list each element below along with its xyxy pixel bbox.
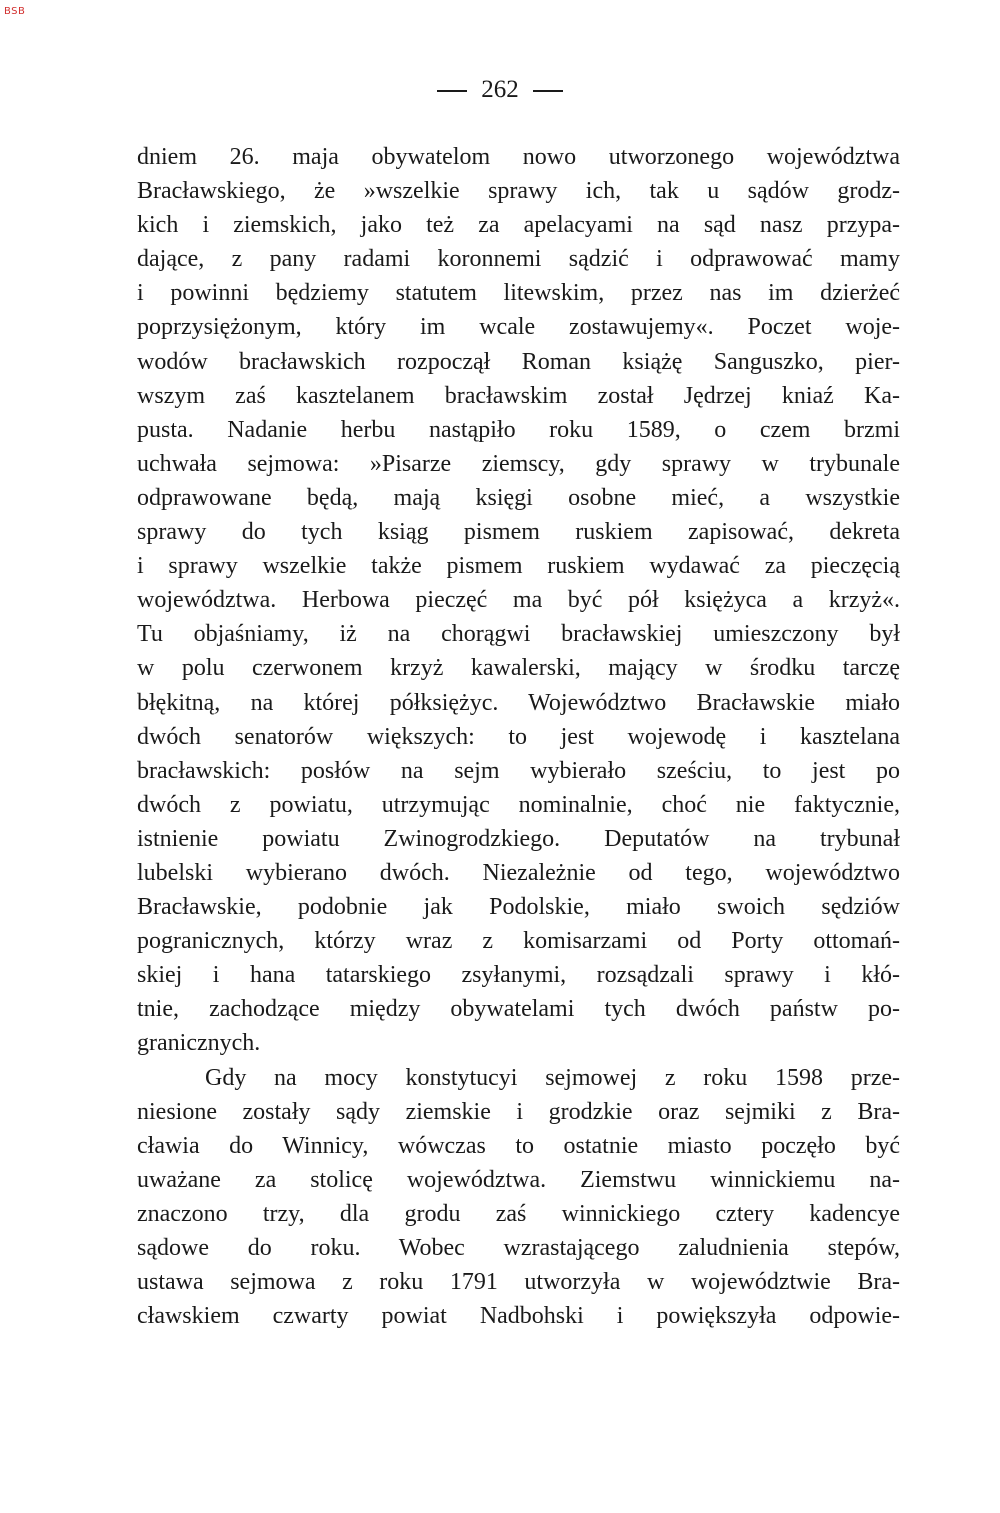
text-line: pogranicznych, którzy wraz z komisarzami od Porty ottomań- — [137, 928, 900, 955]
text-line: granicznych. — [137, 1030, 261, 1057]
text-line: uchwała sejmowa: »Pisarze ziemscy, gdy sprawy w trybunale — [137, 450, 900, 477]
library-stamp: BSB — [4, 6, 26, 17]
body-text — [137, 140, 900, 1333]
page-number: 262 — [481, 76, 519, 103]
text-line: pusta. Nadanie herbu nastąpiło roku 1589, o czem brzmi — [137, 416, 900, 443]
text-line: odprawowane będą, mają księgi osobne mieć, a wszystkie — [137, 484, 900, 511]
text-line: tnie, zachodzące między obywatelami tych dwóch państw po- — [137, 996, 900, 1023]
text-line: poprzysiężonym, który im wcale zostawujemy«. Poczet woje- — [137, 314, 900, 341]
text-line: sądowe do roku. Wobec wzrastającego zaludnienia stepów, — [137, 1235, 900, 1261]
text-line: województwa. Herbowa pieczęć ma być pół księżyca a krzyż«. — [137, 587, 900, 614]
page-header — [0, 76, 1000, 104]
header-dash-left — [437, 90, 467, 92]
text-line: i sprawy wszelkie także pismem ruskiem wydawać za pieczęcią — [137, 553, 900, 580]
text-line: i powinni będziemy statutem litewskim, przez nas im dzierżeć — [137, 280, 900, 307]
text-line: dające, z pany radami koronnemi sądzić i odprawować mamy — [137, 246, 900, 273]
text-line: dwóch z powiatu, utrzymując nominalnie, choć nie faktycznie, — [137, 791, 900, 818]
text-line: ustawa sejmowa z roku 1791 utworzyła w województwie Bra- — [137, 1269, 900, 1296]
text-line: dwóch senatorów większych: to jest wojewodę i kasztelana — [137, 723, 900, 750]
text-line: uważane za stolicę województwa. Ziemstwu winnickiemu na- — [137, 1166, 900, 1193]
text-line: sprawy do tych ksiąg pismem ruskiem zapisować, dekreta — [137, 519, 900, 546]
text-line: istnienie powiatu Zwinogrodzkiego. Deputatów na trybunał — [137, 825, 900, 852]
text-line: lubelski wybierano dwóch. Niezależnie od tego, województwo — [137, 859, 900, 886]
text-line: Bracławskie, podobnie jak Podolskie, miało swoich sędziów — [137, 894, 900, 921]
text-line: skiej i hana tatarskiego zsyłanymi, rozsądzali sprawy i kłó- — [137, 962, 900, 989]
text-line: cławskiem czwarty powiat Nadbohski i powiększyła odpowie- — [137, 1303, 900, 1330]
text-line: znaczono trzy, dla grodu zaś winnickiego cztery kadencye — [137, 1200, 900, 1227]
text-line: kich i ziemskich, jako też za apelacyami na sąd nasz przypa- — [137, 212, 900, 239]
text-line: wodów bracławskich rozpoczął Roman książę Sanguszko, pier- — [137, 348, 900, 375]
text-line: Bracławskiego, że »wszelkie sprawy ich, tak u sądów grodz- — [137, 178, 900, 205]
text-line: w polu czerwonem krzyż kawalerski, mający w środku tarczę — [137, 655, 900, 682]
text-line: błękitną, na której półksiężyc. Województwo Bracławskie miało — [137, 689, 900, 716]
text-line: wszym zaś kasztelanem bracławskim został Jędrzej kniaź Ka- — [137, 382, 900, 409]
text-line: bracławskich: posłów na sejm wybierało sześciu, to jest po — [137, 757, 900, 784]
text-line: dniem 26. maja obywatelom nowo utworzonego województwa — [137, 144, 900, 170]
text-line: Gdy na mocy konstytucyi sejmowej z roku 1598 prze- — [205, 1064, 900, 1091]
text-line: Tu objaśniamy, iż na chorągwi bracławskiej umieszczony był — [137, 621, 900, 648]
text-line: cławia do Winnicy, wówczas to ostatnie miasto poczęło być — [137, 1132, 900, 1159]
header-dash-right — [533, 90, 563, 92]
text-line: niesione zostały sądy ziemskie i grodzkie oraz sejmiki z Bra- — [137, 1098, 900, 1125]
